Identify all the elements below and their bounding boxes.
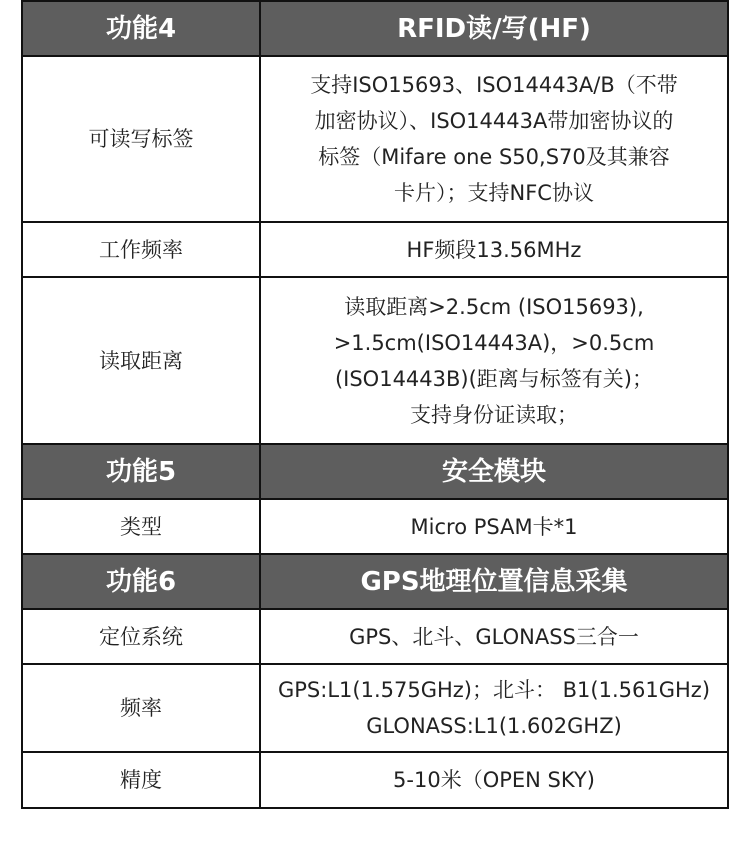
section-header-function-5 xyxy=(22,444,728,499)
table-row-readable-tags xyxy=(22,56,728,222)
row-label: 读取距离 xyxy=(22,277,260,444)
table-row-type xyxy=(22,499,728,554)
value-line: >1.5cm(ISO14443A)，>0.5cm xyxy=(333,330,655,355)
row-label: 类型 xyxy=(22,499,260,554)
header-value: RFID读/写(HF) xyxy=(260,1,728,56)
row-value xyxy=(260,499,728,554)
table-row-frequency xyxy=(22,664,728,752)
row-value xyxy=(260,277,728,444)
value-line: 加密协议）、ISO14443A带加密协议的 xyxy=(314,109,674,133)
header-label: 功能4 xyxy=(22,1,260,56)
value-line: Micro PSAM卡*1 xyxy=(410,514,578,539)
section-header-function-6 xyxy=(22,554,728,609)
table-row-positioning-system xyxy=(22,609,728,664)
section-header-function-4 xyxy=(22,1,728,56)
row-label: 工作频率 xyxy=(22,222,260,277)
value-line: GLONASS:L1(1.602GHZ) xyxy=(366,714,622,738)
row-value xyxy=(260,664,728,752)
row-label: 精度 xyxy=(22,752,260,808)
row-value xyxy=(260,222,728,277)
row-value xyxy=(260,752,728,808)
value-line: GPS:L1(1.575GHz)；北斗： B1(1.561GHz) xyxy=(277,678,711,702)
header-value: GPS地理位置信息采集 xyxy=(260,554,728,609)
table-row-working-frequency xyxy=(22,222,728,277)
table-row-accuracy xyxy=(22,752,728,808)
header-value: 安全模块 xyxy=(260,444,728,499)
value-line: 支持ISO15693、ISO14443A/B（不带 xyxy=(310,73,678,97)
spec-table xyxy=(21,0,729,809)
value-line: 读取距离>2.5cm (ISO15693), xyxy=(344,294,644,319)
header-label: 功能5 xyxy=(22,444,260,499)
value-line: 卡片）；支持NFC协议 xyxy=(394,181,594,205)
row-value xyxy=(260,609,728,664)
header-label: 功能6 xyxy=(22,554,260,609)
row-value xyxy=(260,56,728,222)
table-row-read-distance xyxy=(22,277,728,444)
row-label: 可读写标签 xyxy=(22,56,260,222)
value-line: 5-10米（OPEN SKY) xyxy=(393,768,595,792)
value-line: GPS、北斗、GLONASS三合一 xyxy=(349,624,639,649)
value-line: 标签（Mifare one S50,S70及其兼容 xyxy=(318,145,670,169)
value-line: 支持身份证读取； xyxy=(410,402,578,427)
row-label: 定位系统 xyxy=(22,609,260,664)
row-label: 频率 xyxy=(22,664,260,752)
value-line: (ISO14443B)(距离与标签有关)； xyxy=(334,366,654,391)
value-line: HF频段13.56MHz xyxy=(406,237,582,262)
